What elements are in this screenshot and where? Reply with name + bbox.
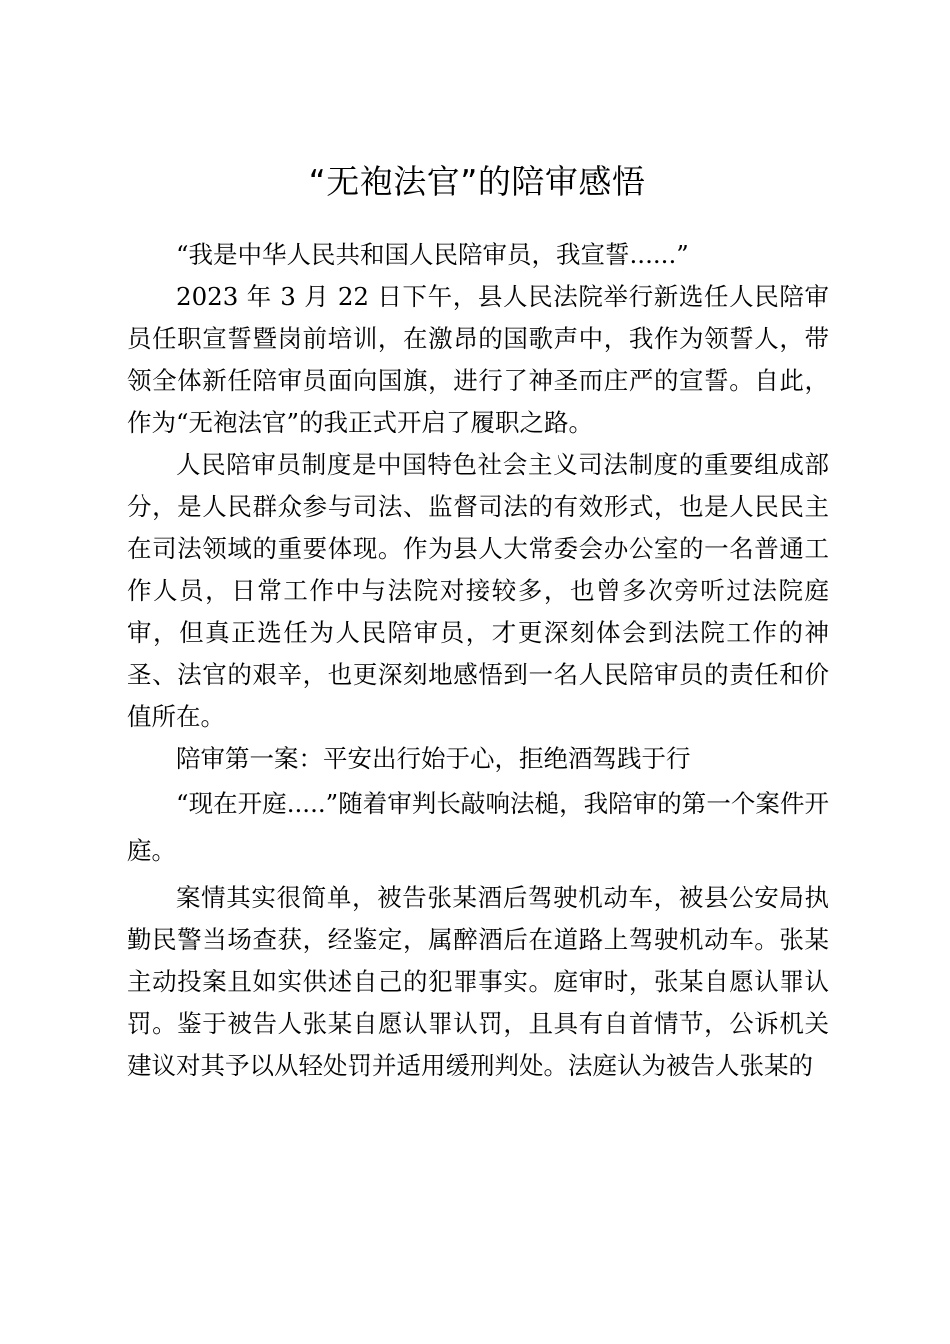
section-heading-first-case: 陪审第一案：平安出行始于心，拒绝酒驾践于行 bbox=[176, 744, 691, 773]
paragraph-oath: “我是中华人民共和国人民陪审员，我宣誓......” bbox=[176, 240, 689, 269]
document-body bbox=[127, 234, 829, 1087]
paragraph-case-details: 案情其实很简单，被告张某酒后驾驶机动车，被县公安局执勤民警当场查获，经鉴定，属醉酒后在道路上驾驶机动车。张某主动投案且如实供述自己的犯罪事实。庭审时，张某自愿认罪认罚。鉴于被告人张某自愿认罪认罚，且具有自首情节，公诉机关建议对其予以从轻处罚并适用缓刑判处。法庭认为被告人张某的 bbox=[127, 883, 829, 1080]
paragraph-court-opening: “现在开庭.....”随着审判长敲响法槌，我陪审的第一个案件开庭。 bbox=[127, 789, 829, 865]
paragraph-swearing-in: 2023 年 3 月 22 日下午，县人民法院举行新选任人民陪审员任职宣誓暨岗前培训，在激昂的国歌声中，我作为领誓人，带领全体新任陪审员面向国旗，进行了神圣而庄严的宣誓。自此，作为“无袍法官”的我正式开启了履职之路。 bbox=[127, 282, 829, 437]
document-title: “无袍法官”的陪审感悟 bbox=[308, 162, 646, 201]
paragraph-jury-system: 人民陪审员制度是中国特色社会主义司法制度的重要组成部分，是人民群众参与司法、监督司法的有效形式，也是人民民主在司法领域的重要体现。作为县人大常委会办公室的一名普通工作人员，日常工作中与法院对接较多，也曾多次旁听过法院庭审，但真正选任为人民陪审员，才更深刻体会到法院工作的神圣、法官的艰辛，也更深刻地感悟到一名人民陪审员的责任和价值所在。 bbox=[127, 450, 829, 731]
